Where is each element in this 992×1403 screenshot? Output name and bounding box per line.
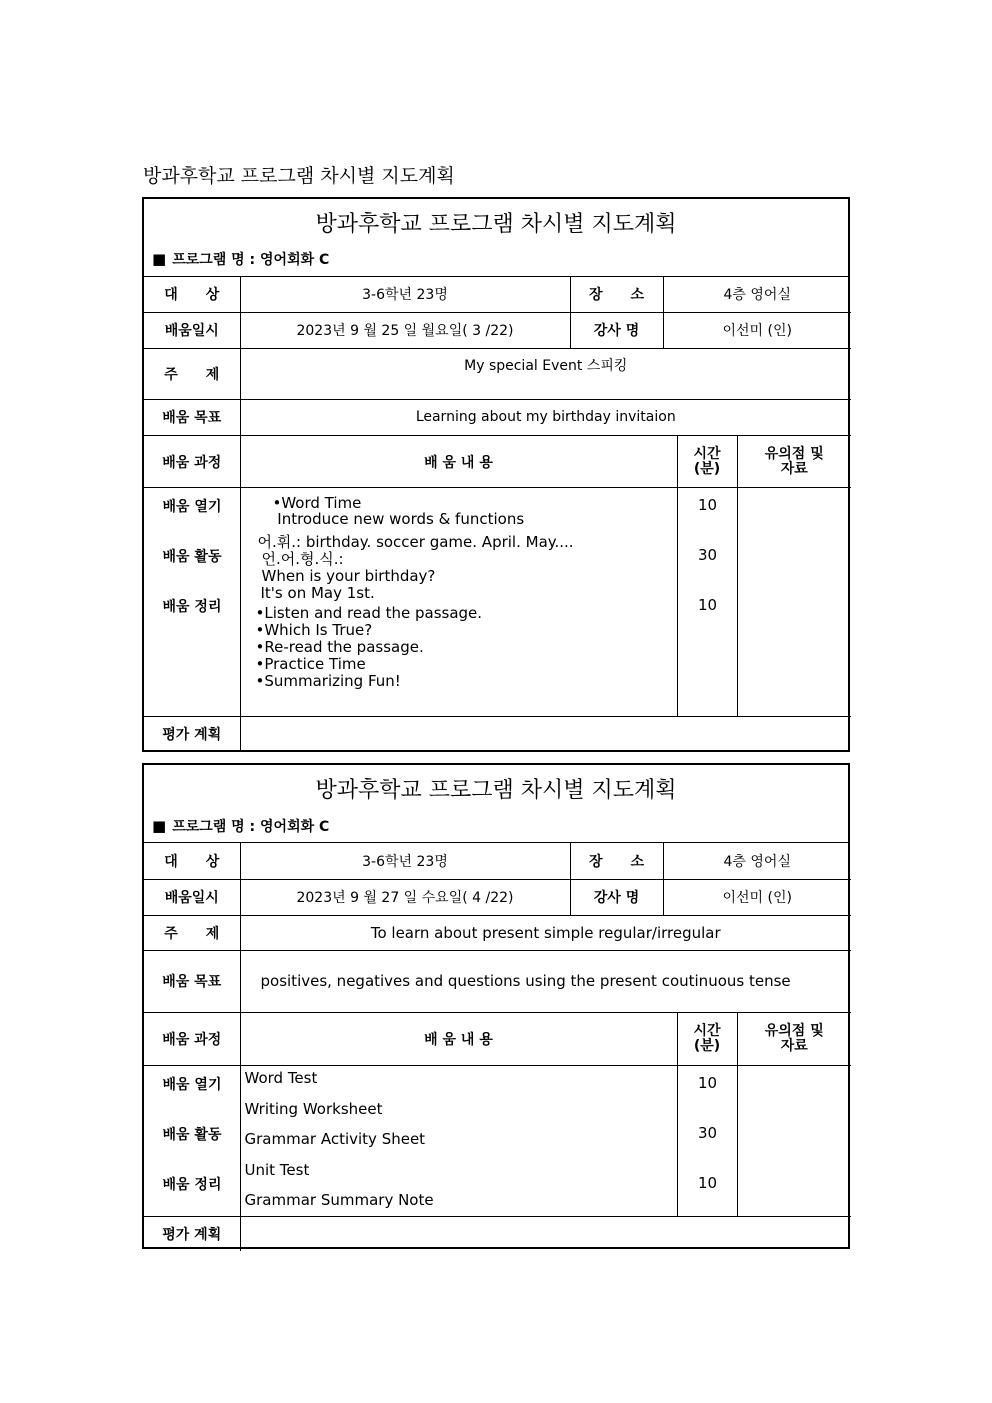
time-value: 10 bbox=[697, 496, 718, 514]
steps-cell bbox=[144, 1066, 240, 1217]
lesson-plan-2 bbox=[142, 763, 850, 1249]
program-name: 프로그램 명 : 영어회화 C bbox=[172, 819, 330, 835]
time-value: 30 bbox=[697, 1124, 718, 1142]
date-value: 2023년 9 월 25 일 월요일( 3 /22) bbox=[240, 312, 570, 348]
teacher-label: 강사 명 bbox=[570, 879, 663, 915]
eval-value bbox=[240, 1216, 851, 1251]
plan-header bbox=[144, 765, 848, 843]
teacher-label: 강사 명 bbox=[570, 312, 663, 348]
plan-header bbox=[144, 199, 848, 277]
plan-table bbox=[144, 843, 851, 1012]
content-line: Grammar Summary Note bbox=[244, 1191, 434, 1210]
step-label: 배움 열기 bbox=[162, 499, 222, 515]
place-label: 장 소 bbox=[570, 277, 663, 312]
step-label: 배움 활동 bbox=[162, 1127, 222, 1143]
time-value: 10 bbox=[697, 1074, 718, 1092]
content-line: Unit Test bbox=[244, 1160, 310, 1179]
time-value: 10 bbox=[697, 1174, 718, 1192]
topic-label: 주 제 bbox=[144, 348, 240, 399]
step-label: 배움 정리 bbox=[162, 599, 222, 615]
teacher-value: 이선미 (인) bbox=[663, 312, 851, 348]
step-label: 배움 정리 bbox=[162, 1177, 222, 1193]
content-line: •Listen and read the passage. bbox=[255, 604, 483, 622]
document-heading: 방과후학교 프로그램 차시별 지도계획 bbox=[143, 165, 455, 187]
place-value: 4층 영어실 bbox=[663, 277, 851, 312]
notes-header: 유의점 및 자료 bbox=[737, 1013, 851, 1066]
process-label: 배움 과정 bbox=[144, 436, 240, 488]
date-label: 배움일시 bbox=[144, 312, 240, 348]
time-cell bbox=[677, 488, 737, 717]
target-value: 3-6학년 23명 bbox=[240, 843, 570, 879]
goal-label: 배움 목표 bbox=[144, 399, 240, 435]
process-table bbox=[144, 1012, 851, 1251]
content-line: It's on May 1st. bbox=[260, 584, 375, 602]
time-header: 시간 (분) bbox=[677, 436, 737, 488]
content-line: •Re-read the passage. bbox=[255, 638, 424, 656]
content-cell bbox=[240, 1066, 677, 1217]
eval-value bbox=[240, 717, 851, 752]
notes-cell bbox=[737, 1066, 851, 1217]
goal-value: positives, negatives and questions using the present coutinuous tense bbox=[240, 950, 851, 1012]
place-label: 장 소 bbox=[570, 843, 663, 879]
program-name: 프로그램 명 : 영어회화 C bbox=[172, 252, 330, 268]
goal-label: 배움 목표 bbox=[144, 950, 240, 1012]
content-header: 배 움 내 용 bbox=[240, 1013, 677, 1066]
goal-value: Learning about my birthday invitaion bbox=[240, 399, 851, 435]
target-label: 대 상 bbox=[144, 277, 240, 312]
content-line: Writing Worksheet bbox=[244, 1099, 383, 1118]
lesson-plan-1 bbox=[142, 197, 850, 752]
process-table bbox=[144, 435, 851, 752]
plan-table bbox=[144, 277, 851, 435]
content-line: •Word Time bbox=[272, 494, 362, 512]
step-label: 배움 활동 bbox=[162, 549, 222, 565]
square-bullet-icon: ■ bbox=[152, 250, 167, 268]
topic-value: My special Event 스피킹 bbox=[240, 348, 851, 399]
date-value: 2023년 9 월 27 일 수요일( 4 /22) bbox=[240, 879, 570, 915]
plan-title: 방과후학교 프로그램 차시별 지도계획 bbox=[315, 778, 677, 803]
date-label: 배움일시 bbox=[144, 879, 240, 915]
content-line: 언.어.형.식.: bbox=[261, 550, 344, 568]
content-line: Grammar Activity Sheet bbox=[244, 1130, 426, 1149]
time-value: 10 bbox=[697, 596, 718, 614]
square-bullet-icon: ■ bbox=[152, 817, 167, 835]
content-line: •Summarizing Fun! bbox=[255, 672, 401, 690]
step-label: 배움 열기 bbox=[162, 1077, 222, 1093]
content-header: 배 움 내 용 bbox=[240, 436, 677, 488]
time-cell bbox=[677, 1066, 737, 1217]
process-label: 배움 과정 bbox=[144, 1013, 240, 1066]
eval-label: 평가 계획 bbox=[144, 1216, 240, 1251]
steps-cell bbox=[144, 488, 240, 717]
teacher-value: 이선미 (인) bbox=[663, 879, 851, 915]
content-line: 어.휘.: birthday. soccer game. April. May.... bbox=[257, 533, 574, 551]
target-label: 대 상 bbox=[144, 843, 240, 879]
content-line: Introduce new words & functions bbox=[272, 510, 525, 528]
content-line: •Practice Time bbox=[255, 655, 366, 673]
content-line: •Which Is True? bbox=[255, 621, 373, 639]
content-line: When is your birthday? bbox=[261, 567, 436, 585]
time-value: 30 bbox=[697, 546, 718, 564]
content-cell bbox=[240, 488, 677, 717]
topic-value: To learn about present simple regular/irregular bbox=[240, 915, 851, 950]
target-value: 3-6학년 23명 bbox=[240, 277, 570, 312]
notes-cell bbox=[737, 488, 851, 717]
time-header: 시간 (분) bbox=[677, 1013, 737, 1066]
plan-title: 방과후학교 프로그램 차시별 지도계획 bbox=[315, 212, 677, 237]
content-line: Word Test bbox=[244, 1069, 318, 1087]
place-value: 4층 영어실 bbox=[663, 843, 851, 879]
notes-header: 유의점 및 자료 bbox=[737, 436, 851, 488]
eval-label: 평가 계획 bbox=[144, 717, 240, 752]
topic-label: 주 제 bbox=[144, 915, 240, 950]
